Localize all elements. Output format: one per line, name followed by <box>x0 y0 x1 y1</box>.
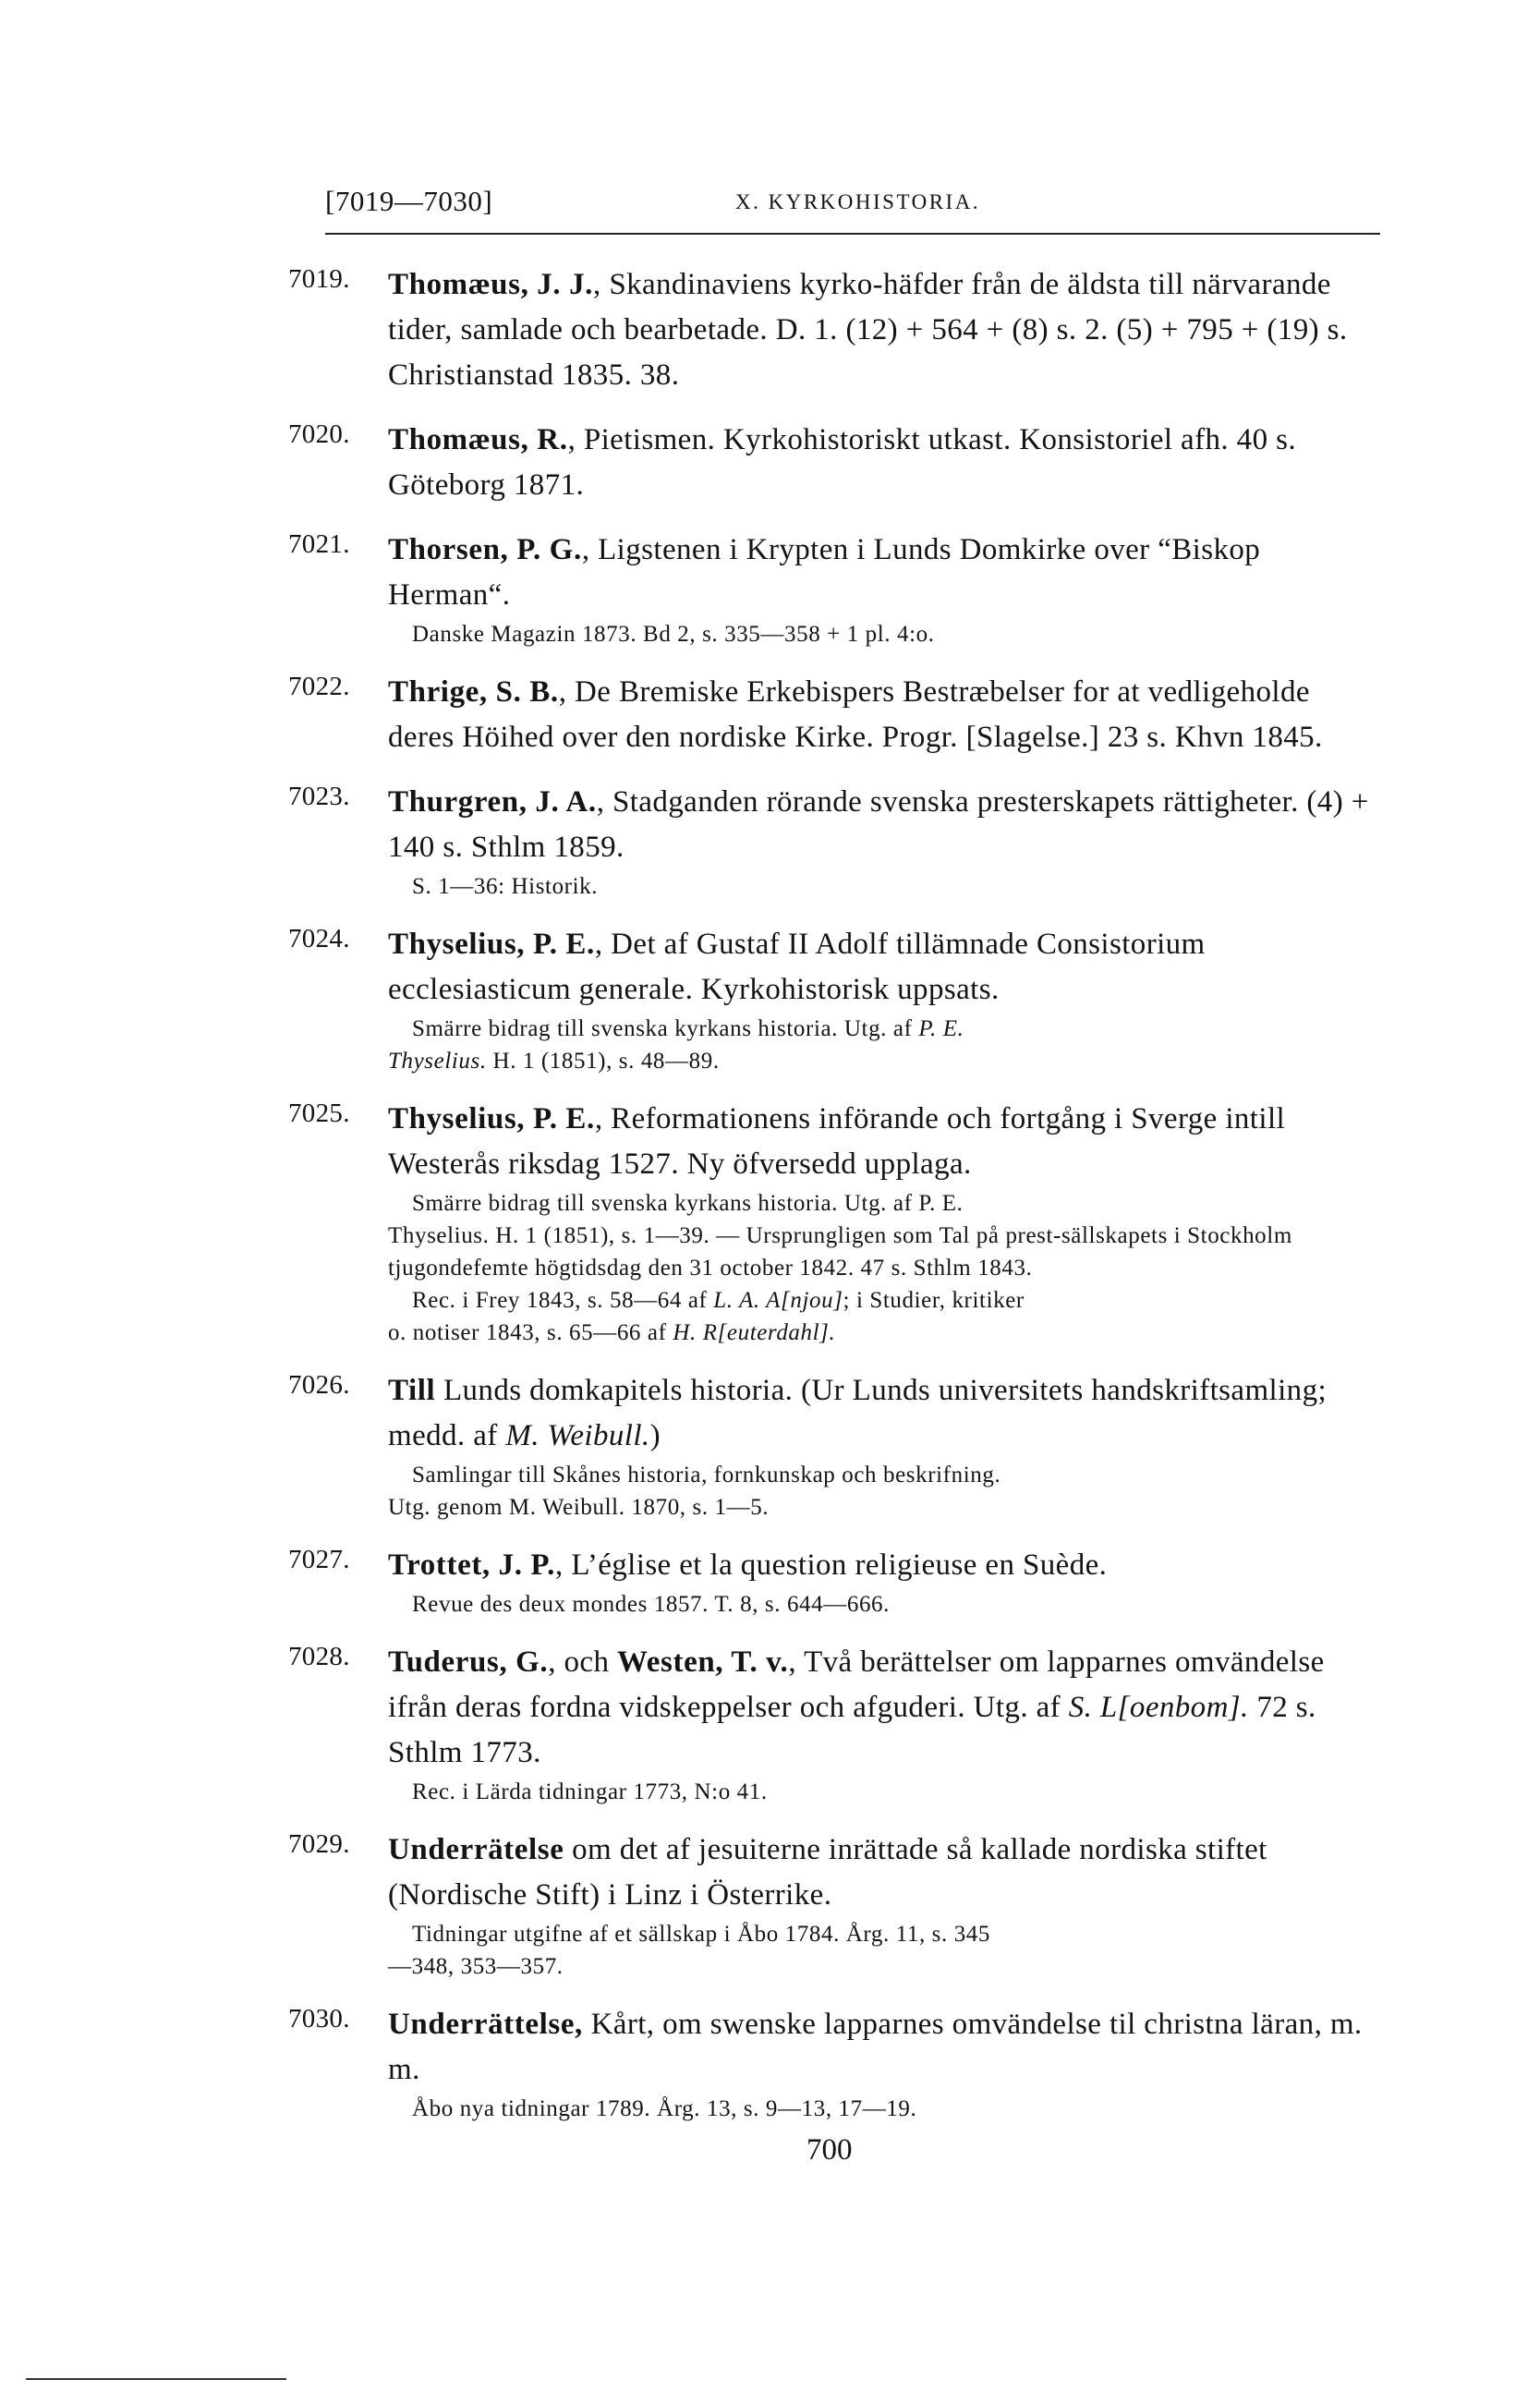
entry-source-note: Smärre bidrag till svenska kyrkans historia. Utg. af P. E. <box>412 1191 964 1216</box>
entry-7030 <box>288 2002 1380 2125</box>
entry-7023 <box>288 780 1380 903</box>
entry-author: Thurgren, J. A. <box>388 785 597 819</box>
entry-title <box>388 2002 1380 2093</box>
entry-text: Lunds domkapitels historia. (Ur Lunds universitets handskriftsamling; medd. af <box>388 1374 1328 1452</box>
entry-source-note: Danske Magazin 1873. Bd 2, s. 335—358 + 1 pl. 4:o. <box>412 622 935 647</box>
entry-7022 <box>288 670 1380 760</box>
entry-source-note-continued: —348, 353—357. <box>388 1954 564 1979</box>
entry-source-note: Revue des deux mondes 1857. T. 8, s. 644—666. <box>412 1592 891 1617</box>
entry-author: Thyselius, P. E. <box>388 1102 595 1135</box>
review-text: ; i Studier, kritiker <box>843 1288 1025 1313</box>
entry-source-note: S. 1—36: Historik. <box>412 874 599 899</box>
entry-7027 <box>288 1543 1380 1621</box>
note-text: H. 1 (1851), s. 48—89. <box>486 1049 720 1074</box>
entry-number: 7024. <box>288 924 350 953</box>
entry-review-note-continued <box>388 1317 1380 1349</box>
page-number: 700 <box>806 2133 853 2167</box>
entry-author: Thyselius, P. E. <box>388 928 595 961</box>
entry-text: Kårt, om swenske lapparnes omvändelse til christna läran, m. m. <box>388 2008 1363 2086</box>
entry-source-note: Tidningar utgifne af et sällskap i Åbo 1784. Årg. 11, s. 345 <box>412 1922 991 1947</box>
entry-text: , Skandinaviens kyrko-häfder från de äldsta till närvarande tider, samlade och bearbetade. D. 1. (12) + 564 + (8) s. 2. (5) + 795 + (19) s. Christianstad 1835. 38. <box>388 268 1348 392</box>
entry-text: , Reformationens införande och fortgång i Sverge intill Westerås riksdag 1527. Ny öfversedd upplaga. <box>388 1102 1286 1181</box>
entry-text: , De Bremiske Erkebispers Bestræbelser for at vedligeholde deres Höihed over den nordiske Kirke. Progr. [Slagelse.] 23 s. Khvn 1845. <box>388 675 1323 754</box>
entry-text: 72 s. Sthlm 1773. <box>388 1691 1316 1769</box>
entry-number: 7023. <box>288 782 350 811</box>
note-editor: P. E. <box>918 1016 964 1041</box>
entry-source-note-continued: Thyselius. H. 1 (1851), s. 1—39. — Ursprungligen som Tal på prest-sällskapets i Stockholm tjugondefemte högtidsdag den 31 october 1842. 47 s. Sthlm 1843. <box>388 1223 1292 1281</box>
header-section-title: X. KYRKOHISTORIA. <box>735 190 981 213</box>
entry-source-note-continued <box>388 1045 1380 1077</box>
entry-author: Tuderus, G. <box>388 1645 549 1679</box>
entry-title <box>388 1368 1380 1459</box>
entry-title-keyword: Underrätelse <box>388 1833 564 1866</box>
note-text: Smärre bidrag till svenska kyrkans historia. Utg. af <box>412 1016 919 1041</box>
entry-review-note <box>388 1284 1380 1317</box>
entry-number: 7030. <box>288 2004 350 2034</box>
entry-title-keyword: Underrättelse, <box>388 2008 583 2041</box>
entry-title <box>388 1827 1380 1918</box>
entry-title <box>388 670 1380 760</box>
entry-title <box>388 262 1380 398</box>
entry-title <box>388 780 1380 870</box>
entry-text: , Två berättelser om lapparnes omvändelse ifrån deras fordna vidskeppelser och afguderi. Utg. af <box>388 1645 1325 1724</box>
entry-title-keyword: Till <box>388 1374 436 1407</box>
entry-review-note: Rec. i Lärda tidningar 1773, N:o 41. <box>412 1779 768 1804</box>
review-text: o. notiser 1843, s. 65—66 af <box>388 1320 673 1345</box>
review-author: L. A. A[njou] <box>713 1288 843 1313</box>
bottom-rule <box>26 2378 286 2380</box>
entry-7025 <box>288 1097 1380 1349</box>
entry-source-note <box>388 1013 1380 1045</box>
entry-text: , Det af Gustaf II Adolf tillämnade Consistorium ecclesiasticum generale. Kyrkohistorisk uppsats. <box>388 928 1206 1006</box>
header-range: [7019—7030] <box>325 185 493 217</box>
entry-title <box>388 922 1380 1013</box>
entry-text: , och <box>548 1645 618 1679</box>
note-editor: Thyselius. <box>388 1049 487 1074</box>
entry-source-note-continued: Utg. genom M. Weibull. 1870, s. 1—5. <box>388 1495 770 1520</box>
entry-author: Trottet, J. P. <box>388 1548 556 1582</box>
entry-title <box>388 1543 1380 1588</box>
entry-7029 <box>288 1827 1380 1983</box>
entry-text: , Stadganden rörande svenska presterskapets rättigheter. (4) + 140 s. Sthlm 1859. <box>388 785 1369 864</box>
entry-number: 7026. <box>288 1370 350 1400</box>
entry-title <box>388 1097 1380 1187</box>
entry-7020 <box>288 418 1380 508</box>
entry-number: 7020. <box>288 419 350 449</box>
entry-7026 <box>288 1368 1380 1524</box>
entry-coauthor: Westen, T. v. <box>617 1645 789 1679</box>
entry-7024 <box>288 922 1380 1077</box>
entry-title <box>388 1640 1380 1776</box>
review-author: H. R[euterdahl]. <box>673 1320 836 1345</box>
page-header <box>325 185 1380 235</box>
entry-number: 7021. <box>288 529 350 559</box>
entry-author: Thrige, S. B. <box>388 675 559 709</box>
entry-number: 7022. <box>288 672 350 701</box>
entry-7019 <box>288 262 1380 398</box>
entry-text: , Pietismen. Kyrkohistoriskt utkast. Konsistoriel afh. 40 s. Göteborg 1871. <box>388 423 1297 502</box>
entry-7028 <box>288 1640 1380 1808</box>
entry-title <box>388 528 1380 618</box>
entry-author: Thomæus, R. <box>388 423 568 456</box>
entry-title <box>388 418 1380 508</box>
entry-number: 7027. <box>288 1545 350 1574</box>
entry-author: Thomæus, J. J. <box>388 268 594 301</box>
entry-7021 <box>288 528 1380 650</box>
entry-number: 7029. <box>288 1829 350 1859</box>
entry-number: 7025. <box>288 1099 350 1128</box>
entry-number: 7028. <box>288 1642 350 1671</box>
bibliography-list <box>288 262 1380 2144</box>
entry-source-note: Åbo nya tidningar 1789. Årg. 13, s. 9—13, 17—19. <box>412 2096 917 2121</box>
review-text: Rec. i Frey 1843, s. 58—64 af <box>412 1288 714 1313</box>
entry-editor: M. Weibull. <box>505 1419 650 1452</box>
entry-text: , L’église et la question religieuse en Suède. <box>555 1548 1108 1582</box>
entry-editor: S. L[oenbom]. <box>1068 1691 1249 1724</box>
entry-author: Thorsen, P. G. <box>388 533 582 566</box>
entry-text: om det af jesuiterne inrättade så kallade nordiska stiftet (Nordische Stift) i Linz i Österrike. <box>388 1833 1267 1912</box>
entry-text: , Ligstenen i Krypten i Lunds Domkirke over “Biskop Herman“. <box>388 533 1261 612</box>
entry-number: 7019. <box>288 264 350 294</box>
entry-text: ) <box>649 1419 661 1452</box>
entry-source-note: Samlingar till Skånes historia, fornkunskap och beskrifning. <box>412 1463 1001 1487</box>
